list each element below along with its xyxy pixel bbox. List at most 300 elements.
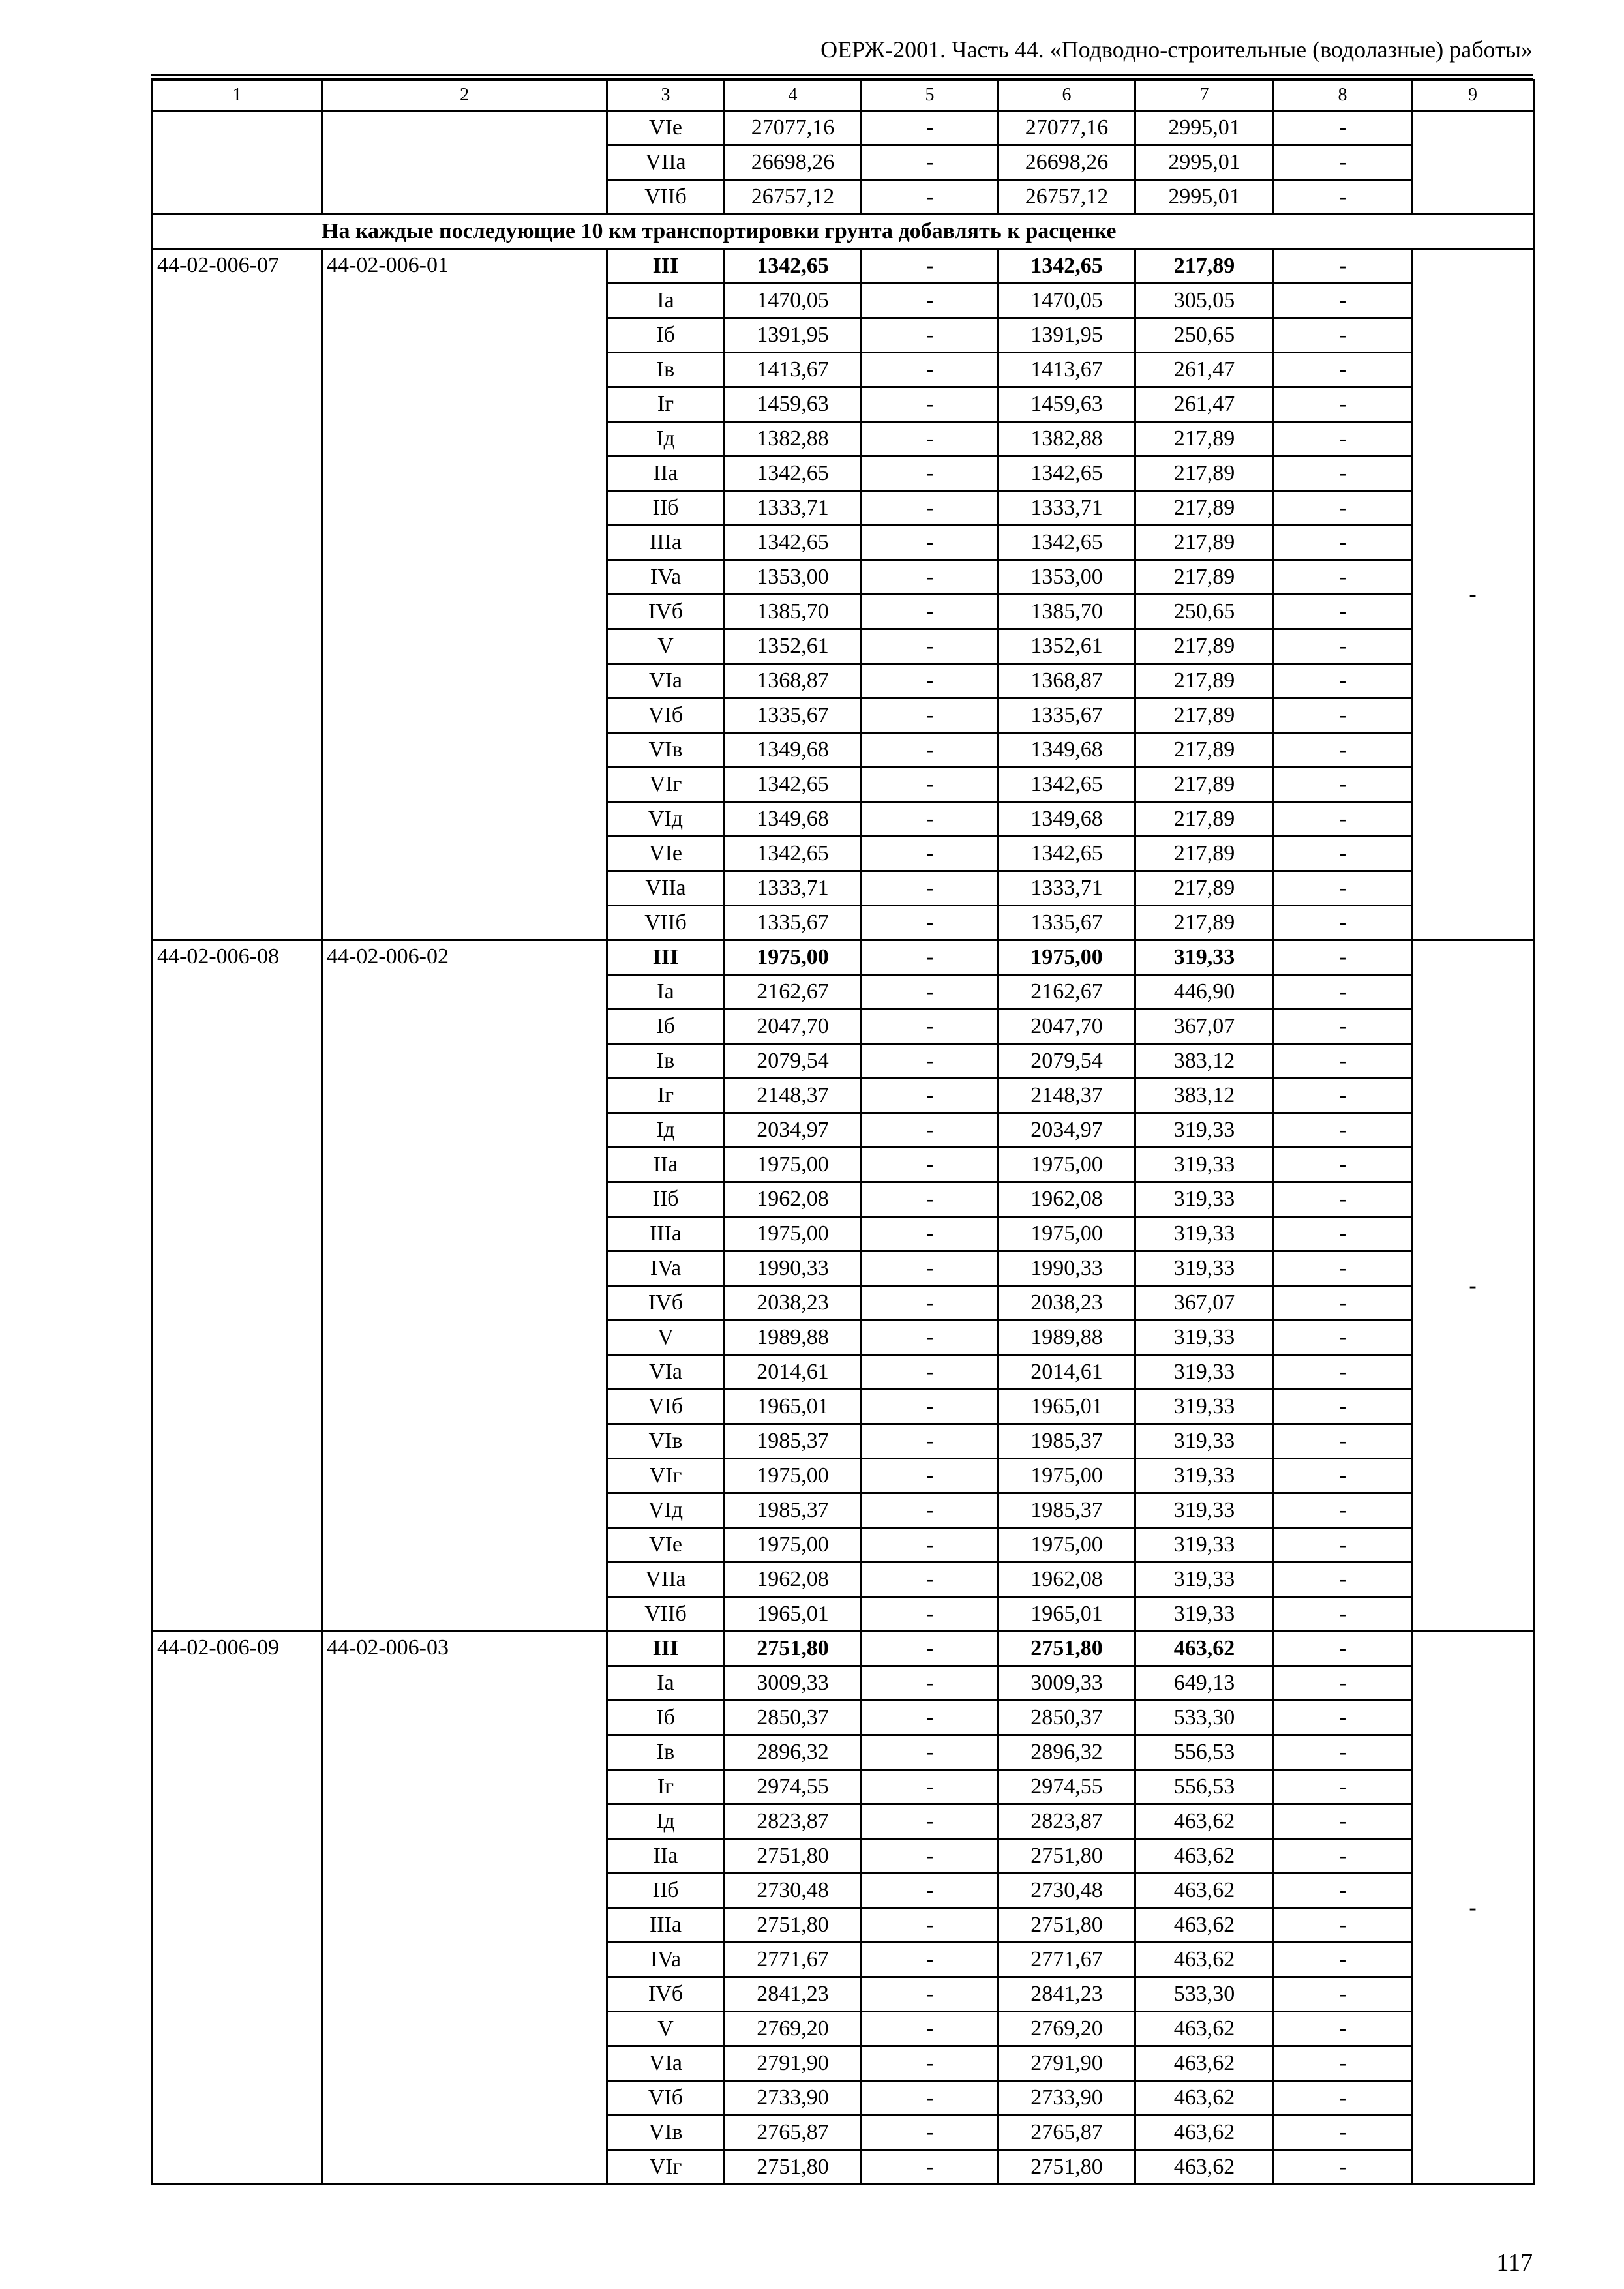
value-cell: 1975,00: [999, 1528, 1135, 1563]
value-cell: Iб: [607, 318, 725, 353]
value-cell: -: [1274, 145, 1412, 180]
value-cell: 3009,33: [999, 1666, 1135, 1701]
value-cell: 463,62: [1135, 1632, 1274, 1666]
value-cell: -: [862, 975, 999, 1010]
value-cell: 319,33: [1135, 1563, 1274, 1597]
value-cell: VIIa: [607, 145, 725, 180]
value-cell: 319,33: [1135, 1597, 1274, 1632]
value-cell: 217,89: [1135, 837, 1274, 871]
value-cell: 2769,20: [725, 2012, 862, 2046]
col9-cell: -: [1412, 1632, 1534, 2185]
value-cell: Iв: [607, 1044, 725, 1079]
rate-code: 44-02-006-09: [153, 1632, 322, 2185]
code-cell: [153, 111, 322, 215]
value-cell: 2823,87: [999, 1804, 1135, 1839]
value-cell: 1368,87: [725, 664, 862, 698]
value-cell: -: [1274, 2116, 1412, 2150]
value-cell: Iб: [607, 1701, 725, 1735]
value-cell: 305,05: [1135, 284, 1274, 318]
value-cell: 319,33: [1135, 1493, 1274, 1528]
value-cell: 2791,90: [999, 2046, 1135, 2081]
value-cell: -: [1274, 802, 1412, 837]
value-cell: 2765,87: [999, 2116, 1135, 2150]
value-cell: 2974,55: [999, 1770, 1135, 1804]
value-cell: -: [862, 1390, 999, 1424]
value-cell: 2038,23: [999, 1286, 1135, 1321]
value-cell: 1342,65: [725, 837, 862, 871]
value-cell: Iв: [607, 1735, 725, 1770]
value-cell: 2034,97: [999, 1113, 1135, 1148]
value-cell: Iг: [607, 1770, 725, 1804]
value-cell: 383,12: [1135, 1079, 1274, 1113]
value-cell: 250,65: [1135, 318, 1274, 353]
value-cell: -: [862, 2081, 999, 2116]
value-cell: 26757,12: [725, 180, 862, 215]
value-cell: 1459,63: [999, 387, 1135, 422]
value-cell: 1985,37: [999, 1493, 1135, 1528]
value-cell: -: [862, 837, 999, 871]
value-cell: 463,62: [1135, 1908, 1274, 1943]
value-cell: 1962,08: [999, 1563, 1135, 1597]
value-cell: 1990,33: [999, 1251, 1135, 1286]
value-cell: 3009,33: [725, 1666, 862, 1701]
value-cell: 2771,67: [999, 1943, 1135, 1977]
value-cell: IVa: [607, 1943, 725, 1977]
value-cell: Iг: [607, 387, 725, 422]
value-cell: 217,89: [1135, 249, 1274, 284]
value-cell: 1975,00: [725, 1148, 862, 1182]
value-cell: 463,62: [1135, 2046, 1274, 2081]
col9-cell: -: [1412, 940, 1534, 1632]
value-cell: 261,47: [1135, 353, 1274, 387]
value-cell: 533,30: [1135, 1701, 1274, 1735]
value-cell: IIIa: [607, 1217, 725, 1251]
value-cell: -: [862, 2116, 999, 2150]
value-cell: -: [862, 1632, 999, 1666]
value-cell: 556,53: [1135, 1735, 1274, 1770]
value-cell: 1382,88: [999, 422, 1135, 456]
value-cell: 463,62: [1135, 1874, 1274, 1908]
value-cell: -: [1274, 1735, 1412, 1770]
column-number: 3: [607, 80, 725, 111]
value-cell: 1335,67: [725, 906, 862, 940]
value-cell: -: [1274, 180, 1412, 215]
value-cell: -: [1274, 422, 1412, 456]
value-cell: IIa: [607, 1839, 725, 1874]
value-cell: -: [862, 1597, 999, 1632]
value-cell: VIд: [607, 1493, 725, 1528]
value-cell: 319,33: [1135, 1113, 1274, 1148]
value-cell: -: [1274, 768, 1412, 802]
value-cell: -: [862, 1701, 999, 1735]
value-cell: -: [862, 1528, 999, 1563]
value-cell: VIб: [607, 2081, 725, 2116]
value-cell: 2047,70: [999, 1010, 1135, 1044]
value-cell: 446,90: [1135, 975, 1274, 1010]
value-cell: -: [1274, 1217, 1412, 1251]
value-cell: 2995,01: [1135, 145, 1274, 180]
value-cell: -: [1274, 2012, 1412, 2046]
value-cell: Ia: [607, 975, 725, 1010]
value-cell: -: [1274, 940, 1412, 975]
value-cell: 217,89: [1135, 629, 1274, 664]
value-cell: -: [1274, 1113, 1412, 1148]
value-cell: VIг: [607, 1459, 725, 1493]
value-cell: -: [1274, 1390, 1412, 1424]
value-cell: -: [862, 387, 999, 422]
value-cell: 463,62: [1135, 1943, 1274, 1977]
rate-code: 44-02-006-08: [153, 940, 322, 1632]
value-cell: Iд: [607, 1804, 725, 1839]
value-cell: -: [1274, 1182, 1412, 1217]
value-cell: 1470,05: [999, 284, 1135, 318]
value-cell: 319,33: [1135, 1424, 1274, 1459]
value-cell: 261,47: [1135, 387, 1274, 422]
value-cell: 1962,08: [725, 1182, 862, 1217]
value-cell: -: [1274, 491, 1412, 526]
value-cell: 2733,90: [999, 2081, 1135, 2116]
value-cell: -: [862, 768, 999, 802]
value-cell: -: [862, 1424, 999, 1459]
value-cell: -: [862, 353, 999, 387]
value-cell: 319,33: [1135, 1217, 1274, 1251]
value-cell: 1990,33: [725, 1251, 862, 1286]
value-cell: 367,07: [1135, 1286, 1274, 1321]
value-cell: VIв: [607, 733, 725, 768]
value-cell: 463,62: [1135, 2012, 1274, 2046]
value-cell: -: [862, 1804, 999, 1839]
value-cell: -: [862, 698, 999, 733]
value-cell: Iд: [607, 1113, 725, 1148]
value-cell: 2733,90: [725, 2081, 862, 2116]
value-cell: 2047,70: [725, 1010, 862, 1044]
value-cell: Iг: [607, 1079, 725, 1113]
value-cell: -: [1274, 1874, 1412, 1908]
base-rate-code: 44-02-006-03: [322, 1632, 607, 2185]
value-cell: 1975,00: [725, 940, 862, 975]
value-cell: 1391,95: [999, 318, 1135, 353]
value-cell: -: [1274, 1839, 1412, 1874]
value-cell: 1975,00: [999, 1217, 1135, 1251]
value-cell: 1335,67: [999, 698, 1135, 733]
value-cell: 1975,00: [999, 940, 1135, 975]
value-cell: 27077,16: [725, 111, 862, 145]
value-cell: -: [1274, 595, 1412, 629]
value-cell: -: [862, 2012, 999, 2046]
value-cell: -: [862, 1459, 999, 1493]
value-cell: VIв: [607, 2116, 725, 2150]
value-cell: 649,13: [1135, 1666, 1274, 1701]
value-cell: IIб: [607, 1874, 725, 1908]
value-cell: IIa: [607, 1148, 725, 1182]
value-cell: -: [1274, 733, 1412, 768]
value-cell: 2751,80: [999, 1839, 1135, 1874]
value-cell: 2850,37: [999, 1701, 1135, 1735]
value-cell: -: [1274, 1424, 1412, 1459]
value-cell: -: [862, 560, 999, 595]
value-cell: 217,89: [1135, 871, 1274, 906]
value-cell: 2896,32: [999, 1735, 1135, 1770]
value-cell: 1989,88: [725, 1321, 862, 1355]
value-cell: 2148,37: [725, 1079, 862, 1113]
value-cell: 1333,71: [725, 491, 862, 526]
value-cell: VIIб: [607, 1597, 725, 1632]
value-cell: IIб: [607, 491, 725, 526]
value-cell: 26757,12: [999, 180, 1135, 215]
value-cell: 217,89: [1135, 768, 1274, 802]
value-cell: 2751,80: [999, 1632, 1135, 1666]
value-cell: 533,30: [1135, 1977, 1274, 2012]
value-cell: -: [1274, 2150, 1412, 2185]
value-cell: 2769,20: [999, 2012, 1135, 2046]
value-cell: 1975,00: [725, 1217, 862, 1251]
table-row: [153, 940, 1534, 975]
value-cell: VIe: [607, 837, 725, 871]
value-cell: -: [1274, 871, 1412, 906]
value-cell: 217,89: [1135, 560, 1274, 595]
value-cell: 1975,00: [725, 1528, 862, 1563]
section-note: На каждые последующие 10 км транспортировки грунта добавлять к расценке: [153, 215, 1534, 249]
value-cell: 2079,54: [725, 1044, 862, 1079]
value-cell: -: [1274, 975, 1412, 1010]
value-cell: -: [1274, 1251, 1412, 1286]
value-cell: VIIa: [607, 1563, 725, 1597]
value-cell: 1965,01: [999, 1390, 1135, 1424]
value-cell: 2148,37: [999, 1079, 1135, 1113]
value-cell: 1349,68: [999, 733, 1135, 768]
value-cell: VIa: [607, 664, 725, 698]
value-cell: -: [862, 2046, 999, 2081]
value-cell: 2896,32: [725, 1735, 862, 1770]
value-cell: VIб: [607, 1390, 725, 1424]
value-cell: VIe: [607, 1528, 725, 1563]
value-cell: 27077,16: [999, 111, 1135, 145]
value-cell: -: [862, 1010, 999, 1044]
value-cell: 1342,65: [999, 768, 1135, 802]
value-cell: -: [862, 180, 999, 215]
value-cell: -: [1274, 111, 1412, 145]
value-cell: 2751,80: [999, 2150, 1135, 2185]
value-cell: 1385,70: [725, 595, 862, 629]
value-cell: 26698,26: [725, 145, 862, 180]
value-cell: 319,33: [1135, 1148, 1274, 1182]
value-cell: -: [1274, 664, 1412, 698]
value-cell: 1413,67: [999, 353, 1135, 387]
value-cell: 1965,01: [725, 1597, 862, 1632]
column-number-row: [153, 80, 1534, 111]
base-code-cell: [322, 111, 607, 215]
value-cell: -: [862, 629, 999, 664]
value-cell: 1353,00: [725, 560, 862, 595]
column-number: 8: [1274, 80, 1412, 111]
value-cell: 2823,87: [725, 1804, 862, 1839]
value-cell: -: [1274, 1908, 1412, 1943]
table-row: [153, 249, 1534, 284]
value-cell: 217,89: [1135, 526, 1274, 560]
value-cell: IIa: [607, 456, 725, 491]
value-cell: 319,33: [1135, 1528, 1274, 1563]
price-table: [151, 79, 1535, 2185]
value-cell: -: [862, 249, 999, 284]
value-cell: Ia: [607, 1666, 725, 1701]
value-cell: 1975,00: [999, 1459, 1135, 1493]
value-cell: 319,33: [1135, 1355, 1274, 1390]
value-cell: -: [1274, 1943, 1412, 1977]
value-cell: 1459,63: [725, 387, 862, 422]
value-cell: 1342,65: [999, 526, 1135, 560]
column-number: 2: [322, 80, 607, 111]
value-cell: 2162,67: [725, 975, 862, 1010]
value-cell: -: [1274, 1632, 1412, 1666]
value-cell: 1333,71: [999, 871, 1135, 906]
value-cell: -: [1274, 1321, 1412, 1355]
value-cell: 2751,80: [725, 1839, 862, 1874]
value-cell: 217,89: [1135, 906, 1274, 940]
value-cell: 1975,00: [999, 1148, 1135, 1182]
value-cell: 1342,65: [999, 249, 1135, 284]
value-cell: VIa: [607, 2046, 725, 2081]
value-cell: 1975,00: [725, 1459, 862, 1493]
value-cell: VIIб: [607, 180, 725, 215]
value-cell: -: [862, 595, 999, 629]
value-cell: 1985,37: [725, 1493, 862, 1528]
value-cell: -: [862, 1943, 999, 1977]
value-cell: -: [1274, 318, 1412, 353]
value-cell: 319,33: [1135, 1182, 1274, 1217]
value-cell: -: [862, 1355, 999, 1390]
value-cell: 217,89: [1135, 733, 1274, 768]
value-cell: 1353,00: [999, 560, 1135, 595]
value-cell: 463,62: [1135, 2116, 1274, 2150]
value-cell: 1985,37: [725, 1424, 862, 1459]
value-cell: -: [1274, 1597, 1412, 1632]
value-cell: -: [862, 491, 999, 526]
value-cell: 556,53: [1135, 1770, 1274, 1804]
value-cell: 1349,68: [725, 802, 862, 837]
value-cell: -: [1274, 1044, 1412, 1079]
value-cell: 367,07: [1135, 1010, 1274, 1044]
value-cell: 2765,87: [725, 2116, 862, 2150]
value-cell: VIe: [607, 111, 725, 145]
value-cell: -: [862, 1113, 999, 1148]
value-cell: -: [862, 1148, 999, 1182]
value-cell: -: [1274, 1804, 1412, 1839]
value-cell: 319,33: [1135, 1390, 1274, 1424]
value-cell: -: [862, 1839, 999, 1874]
value-cell: -: [862, 456, 999, 491]
column-number: 9: [1412, 80, 1534, 111]
value-cell: 2038,23: [725, 1286, 862, 1321]
value-cell: -: [862, 1735, 999, 1770]
value-cell: 217,89: [1135, 664, 1274, 698]
value-cell: 1470,05: [725, 284, 862, 318]
value-cell: -: [862, 1079, 999, 1113]
value-cell: -: [862, 284, 999, 318]
value-cell: 2751,80: [725, 1908, 862, 1943]
value-cell: IIIa: [607, 526, 725, 560]
value-cell: 319,33: [1135, 1459, 1274, 1493]
value-cell: VIIa: [607, 871, 725, 906]
value-cell: -: [1274, 698, 1412, 733]
value-cell: 1349,68: [725, 733, 862, 768]
value-cell: 1962,08: [999, 1182, 1135, 1217]
value-cell: 1413,67: [725, 353, 862, 387]
value-cell: 2791,90: [725, 2046, 862, 2081]
value-cell: -: [1274, 1286, 1412, 1321]
value-cell: 1352,61: [999, 629, 1135, 664]
value-cell: -: [862, 1182, 999, 1217]
value-cell: -: [1274, 906, 1412, 940]
rate-code: 44-02-006-07: [153, 249, 322, 940]
value-cell: 1335,67: [999, 906, 1135, 940]
value-cell: 2014,61: [999, 1355, 1135, 1390]
value-cell: VIд: [607, 802, 725, 837]
value-cell: -: [862, 1666, 999, 1701]
value-cell: VIIб: [607, 906, 725, 940]
value-cell: -: [1274, 353, 1412, 387]
value-cell: 2034,97: [725, 1113, 862, 1148]
value-cell: -: [862, 2150, 999, 2185]
value-cell: 2751,80: [725, 1632, 862, 1666]
value-cell: IVб: [607, 1286, 725, 1321]
value-cell: -: [862, 1286, 999, 1321]
value-cell: 1985,37: [999, 1424, 1135, 1459]
value-cell: 1333,71: [725, 871, 862, 906]
value-cell: -: [1274, 284, 1412, 318]
page-number: 117: [1496, 2249, 1533, 2277]
value-cell: -: [1274, 1493, 1412, 1528]
value-cell: -: [862, 422, 999, 456]
value-cell: 2162,67: [999, 975, 1135, 1010]
value-cell: 2771,67: [725, 1943, 862, 1977]
value-cell: -: [862, 1977, 999, 2012]
value-cell: -: [1274, 1355, 1412, 1390]
value-cell: -: [862, 145, 999, 180]
value-cell: -: [1274, 560, 1412, 595]
value-cell: 463,62: [1135, 1839, 1274, 1874]
value-cell: III: [607, 249, 725, 284]
value-cell: 217,89: [1135, 422, 1274, 456]
value-cell: 1391,95: [725, 318, 862, 353]
value-cell: 1352,61: [725, 629, 862, 664]
base-rate-code: 44-02-006-01: [322, 249, 607, 940]
value-cell: VIб: [607, 698, 725, 733]
value-cell: -: [1274, 1701, 1412, 1735]
value-cell: V: [607, 2012, 725, 2046]
value-cell: -: [1274, 2081, 1412, 2116]
value-cell: VIг: [607, 768, 725, 802]
value-cell: 1382,88: [725, 422, 862, 456]
value-cell: -: [862, 111, 999, 145]
value-cell: -: [1274, 1010, 1412, 1044]
value-cell: -: [862, 1563, 999, 1597]
value-cell: Iв: [607, 353, 725, 387]
value-cell: 1965,01: [725, 1390, 862, 1424]
value-cell: 2841,23: [999, 1977, 1135, 2012]
value-cell: -: [862, 871, 999, 906]
value-cell: 2974,55: [725, 1770, 862, 1804]
value-cell: Ia: [607, 284, 725, 318]
value-cell: 2751,80: [999, 1908, 1135, 1943]
value-cell: -: [1274, 1079, 1412, 1113]
value-cell: 1342,65: [725, 249, 862, 284]
value-cell: 319,33: [1135, 1321, 1274, 1355]
column-number: 7: [1135, 80, 1274, 111]
value-cell: -: [1274, 1148, 1412, 1182]
value-cell: -: [862, 1874, 999, 1908]
value-cell: 1342,65: [725, 526, 862, 560]
value-cell: 217,89: [1135, 491, 1274, 526]
